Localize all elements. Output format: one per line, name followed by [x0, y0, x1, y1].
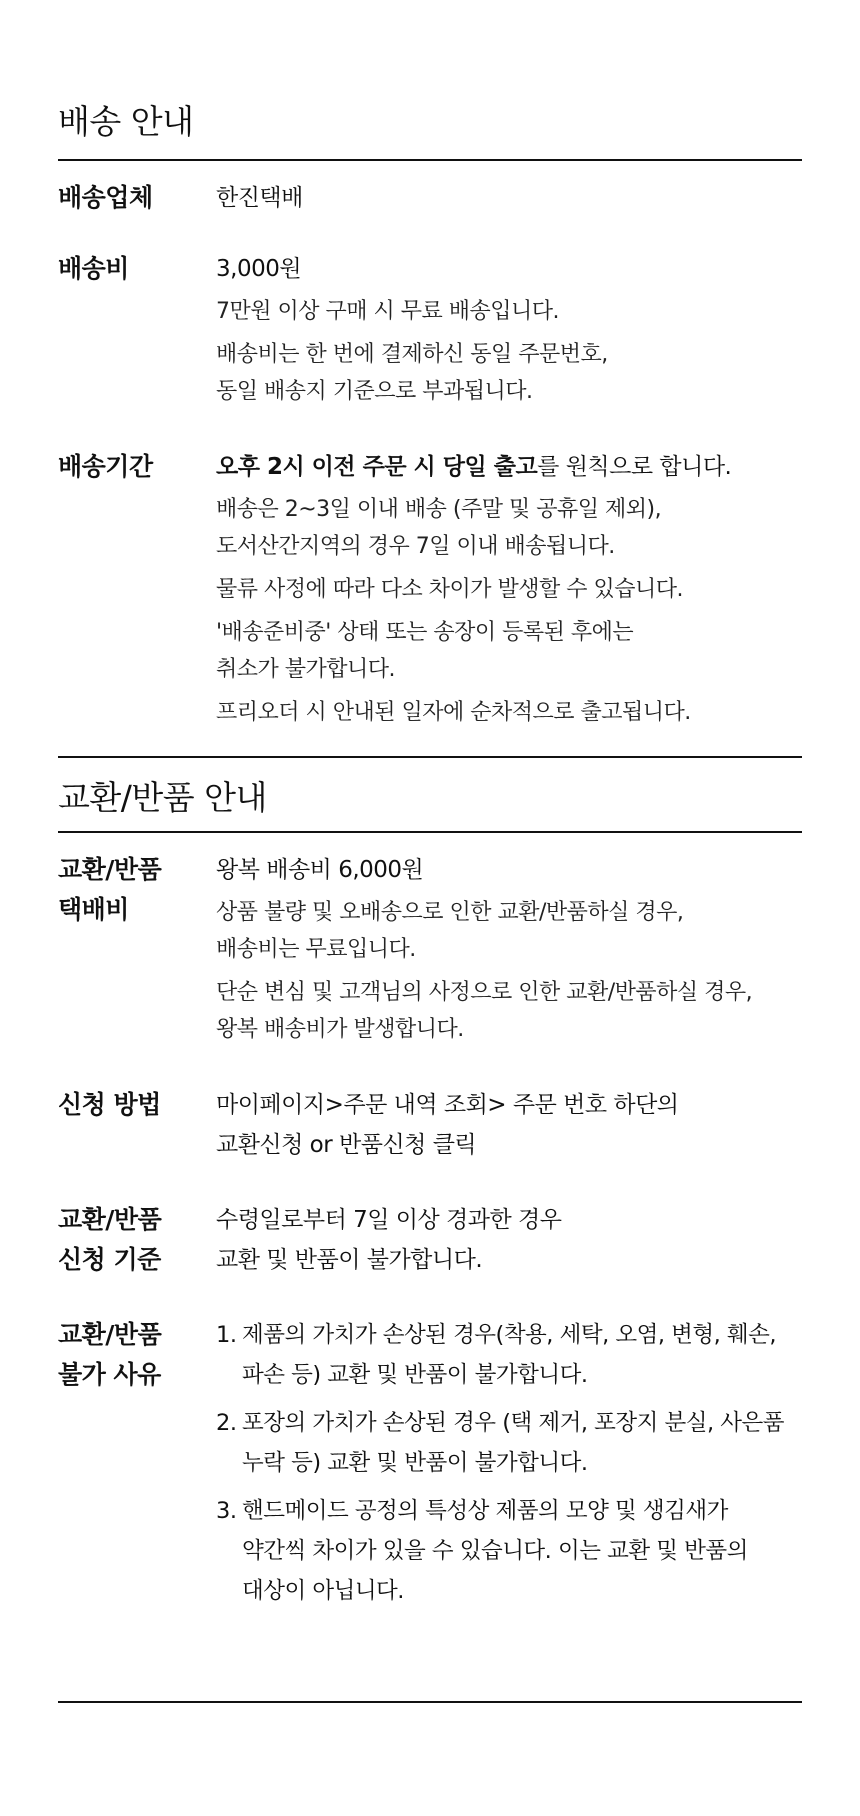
shipping-fee-value: 3,000원 — [216, 256, 302, 282]
apply-criteria-row — [58, 1200, 802, 1280]
list-item: 2. 포장의 가치가 손상된 경우 (택 제거, 포장지 분실, 사은품 누락 등) 교환 및 반품이 불가합니다. — [216, 1410, 784, 1476]
apply-method-label: 신청 방법 — [58, 1090, 161, 1119]
shipping-title-divider — [58, 159, 802, 161]
return-fee-note: 상품 불량 및 오배송으로 인한 교환/반품하실 경우, 배송비는 무료입니다. — [216, 900, 684, 962]
shipping-fee-note: 배송비는 한 번에 결제하신 동일 주문번호, 동일 배송지 기준으로 부과됩니다. — [216, 342, 608, 404]
shipping-period-row — [58, 447, 802, 731]
shipping-period-note: 프리오더 시 안내된 일자에 순차적으로 출고됩니다. — [216, 700, 691, 725]
apply-criteria-label: 교환/반품 신청 기준 — [58, 1205, 162, 1274]
refusal-reasons-row — [58, 1315, 802, 1611]
shipping-period-lead: 오후 2시 이전 주문 시 당일 출고를 원칙으로 합니다. — [216, 454, 732, 480]
return-fee-row — [58, 850, 802, 1048]
shipping-period-note: '배송준비중' 상태 또는 송장이 등록된 후에는 취소가 불가합니다. — [216, 620, 634, 682]
carrier-row — [58, 178, 802, 218]
returns-title-divider — [58, 831, 802, 833]
return-fee-value: 왕복 배송비 6,000원 — [216, 857, 424, 883]
shipping-period-highlight: 오후 2시 이전 주문 시 당일 출고 — [216, 454, 538, 480]
apply-method-row — [58, 1085, 802, 1165]
return-fee-note: 단순 변심 및 고객님의 사정으로 인한 교환/반품하실 경우, 왕복 배송비가 발생합니다. — [216, 980, 753, 1042]
list-item: 3. 핸드메이드 공정의 특성상 제품의 모양 및 생김새가 약간씩 차이가 있을 수 있습니다. 이는 교환 및 반품의 대상이 아닙니다. — [216, 1498, 748, 1604]
returns-section-title: 교환/반품 안내 — [58, 778, 267, 817]
bottom-divider — [58, 1701, 802, 1703]
shipping-fee-label: 배송비 — [58, 254, 129, 283]
shipping-section-title: 배송 안내 — [58, 102, 194, 141]
refusal-reasons-label: 교환/반품 불가 사유 — [58, 1320, 162, 1389]
apply-criteria-text: 수령일로부터 7일 이상 경과한 경우 교환 및 반품이 불가합니다. — [216, 1207, 562, 1273]
carrier-value: 한진택배 — [216, 185, 303, 211]
shipping-period-note: 배송은 2~3일 이내 배송 (주말 및 공휴일 제외), 도서산간지역의 경우 7일 이내 배송됩니다. — [216, 497, 662, 559]
shipping-fee-note: 7만원 이상 구매 시 무료 배송입니다. — [216, 299, 559, 324]
shipping-fee-row — [58, 249, 802, 410]
shipping-period-note: 물류 사정에 따라 다소 차이가 발생할 수 있습니다. — [216, 577, 683, 602]
carrier-label: 배송업체 — [58, 183, 153, 212]
return-fee-label: 교환/반품 택배비 — [58, 855, 162, 924]
shipping-period-label: 배송기간 — [58, 452, 153, 481]
list-item: 1. 제품의 가치가 손상된 경우(착용, 세탁, 오염, 변형, 훼손, 파손 등) 교환 및 반품이 불가합니다. — [216, 1322, 777, 1388]
apply-method-text: 마이페이지>주문 내역 조회> 주문 번호 하단의 교환신청 or 반품신청 클릭 — [216, 1092, 679, 1158]
refusal-reasons-list — [216, 1315, 802, 1611]
returns-section-divider — [58, 756, 802, 758]
